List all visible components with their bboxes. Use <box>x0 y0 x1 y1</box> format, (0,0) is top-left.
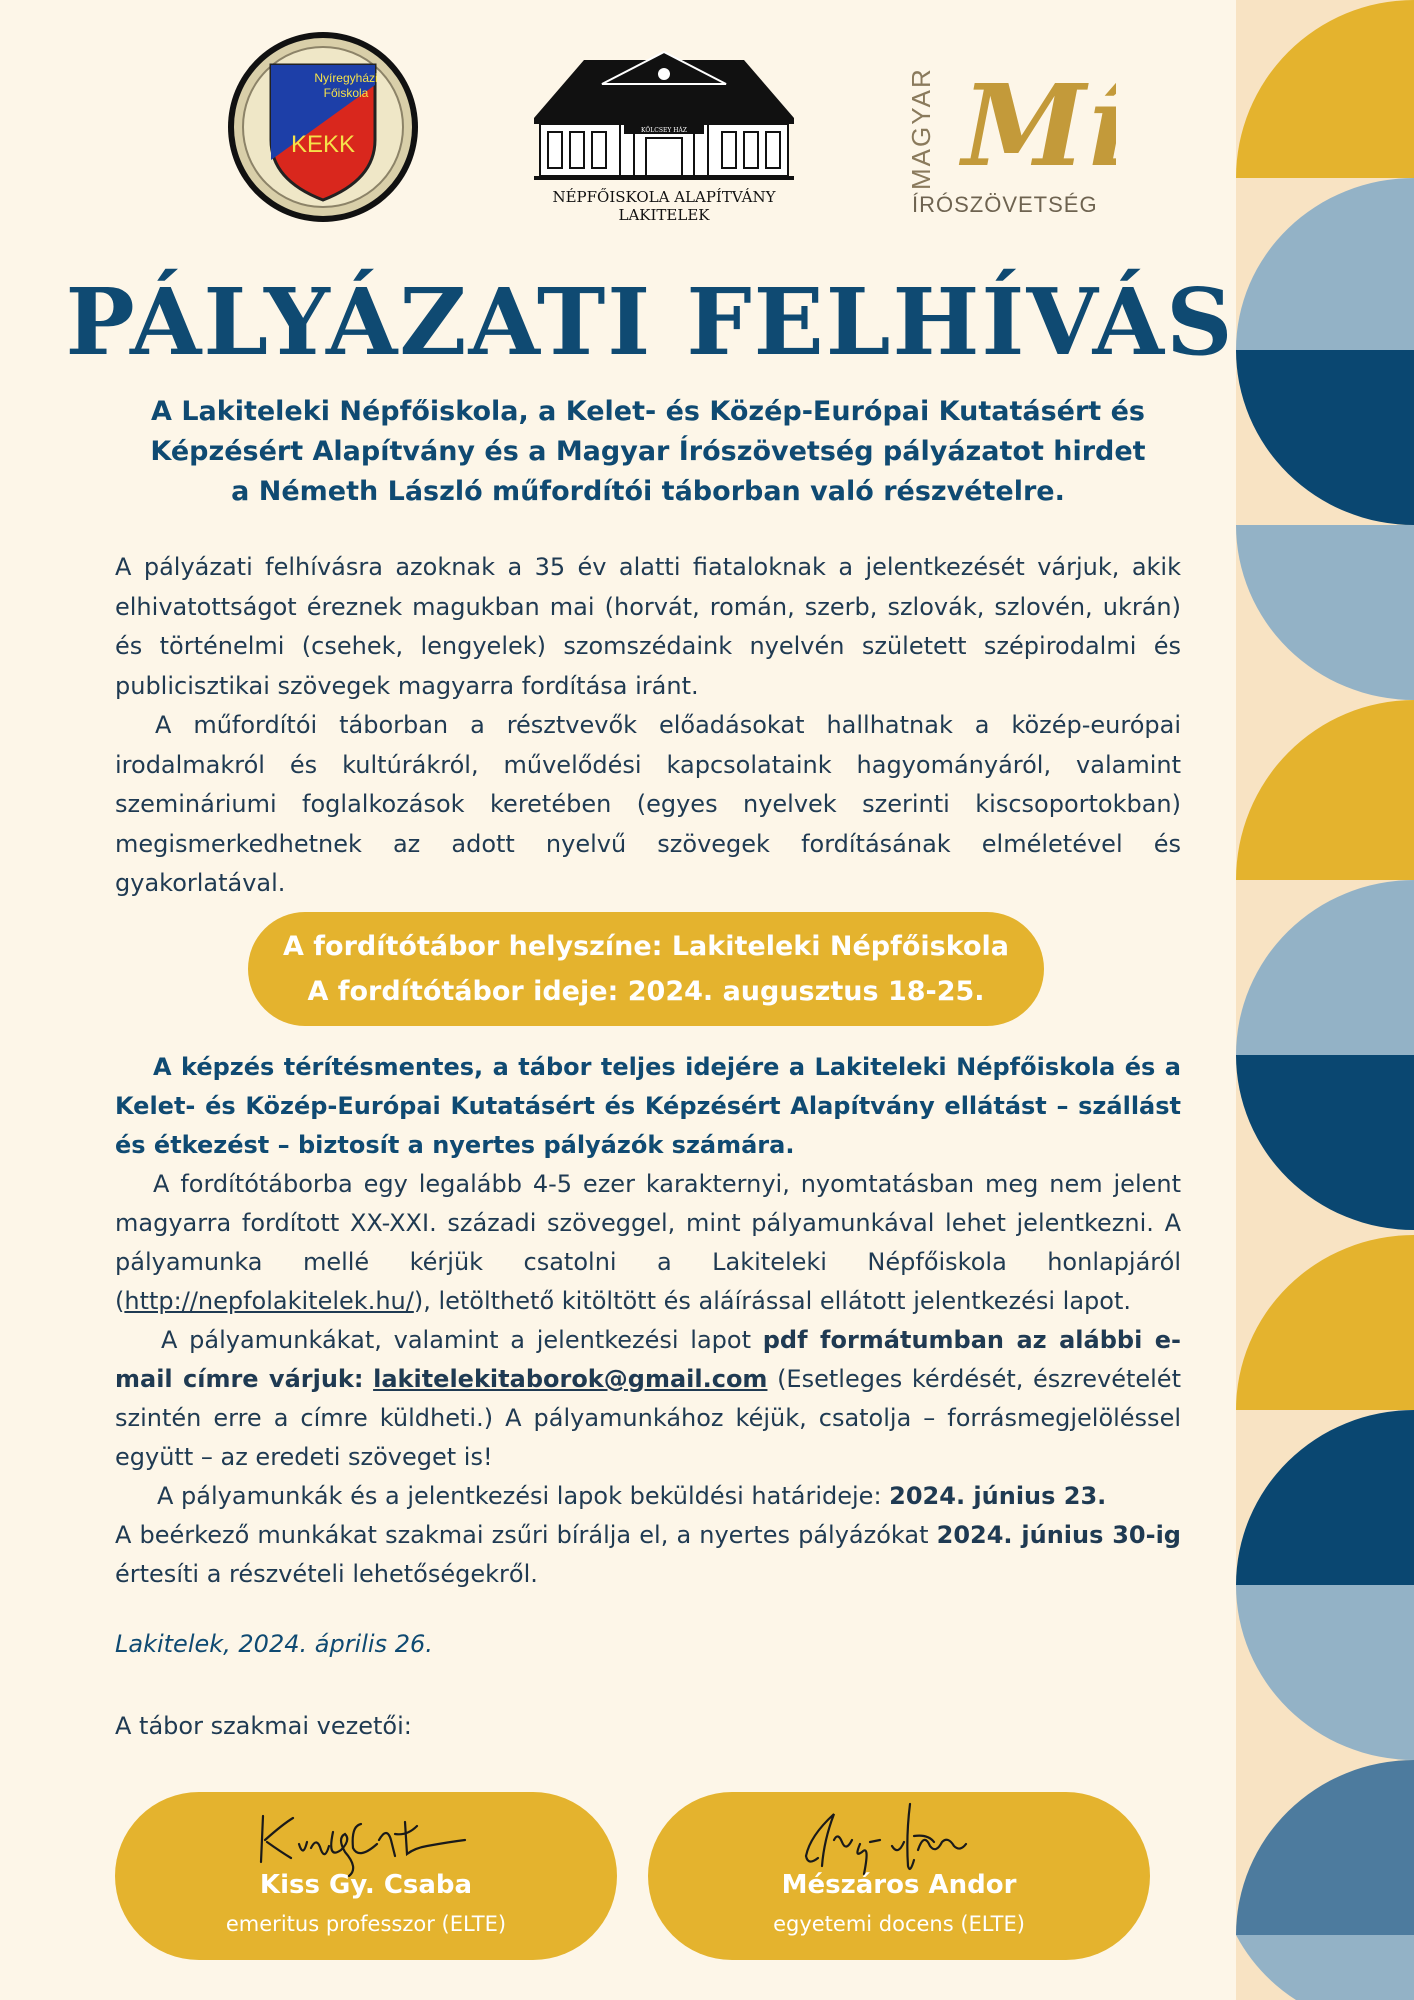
signer-role: emeritus professzor (ELTE) <box>225 1912 507 1936</box>
issue-date: Lakitelek, 2024. április 26. <box>115 1630 433 1658</box>
svg-text:Mí: Mí <box>962 61 1116 192</box>
svg-text:Főiskola: Főiskola <box>323 86 369 100</box>
application-text-end: ), letölthető kitöltött és aláírással ellátott jelentkezési lapot. <box>413 1287 1132 1315</box>
application-text: A fordítótáborba egy legalább 4-5 ezer karakternyi, nyomtatásban meg nem jelent magyarra fordított XX-XXI. századi szöveggel, mint pályamunkával lehet jelentkezni. A pályamunka mellé kérjük csatolni a Lakiteleki Népfőiskola honlapjáról ( <box>115 1170 1181 1315</box>
signer-name: Mészáros Andor <box>781 1870 1017 1900</box>
paragraph-deadline <box>115 1477 1181 1516</box>
paragraph-eligibility: A pályázati felhívásra azoknak a 35 év alatti fiataloknak a jelentkezését várjuk, akik elhivatottságot éreznek magukban mai (horvát, román, szerb, szlovák, szlovén, ukrán) és történelmi (csehek, lengyelek) szomszédaink nyelvén született szépirodalmi és publicisztikai szövegek magyarra fordítása iránt. <box>115 553 1181 700</box>
submission-text-end: (Esetleges kérdését, észrevételét szintén erre a címre küldheti.) A pályamunkához kéjük, csatolja – forrásmegjelöléssel együtt – az eredeti szöveget is! <box>115 1365 1181 1471</box>
intro-line: A Lakiteleki Népfőiskola, a Kelet- és Közép-Európai Kutatásért és <box>151 396 1145 427</box>
paragraph-results <box>115 1516 1181 1594</box>
submission-text: A pályamunkákat, valamint a jelentkezési lapot <box>161 1326 763 1354</box>
kekk-logo <box>226 30 420 224</box>
results-date: 2024. június 30-ig <box>936 1521 1181 1549</box>
email-link[interactable]: lakitelekitaborok@gmail.com <box>373 1365 768 1393</box>
venue-dates-highlight <box>248 912 1044 1026</box>
page-title: PÁLYÁZATI FELHÍVÁS <box>65 268 1235 376</box>
svg-text:KÖLCSEY HÁZ: KÖLCSEY HÁZ <box>641 127 687 134</box>
deadline-date: 2024. június 23. <box>889 1482 1107 1510</box>
leaders-label: A tábor szakmai vezetői: <box>115 1712 412 1740</box>
paragraph-program: A műfordítói táborban a résztvevők előadásokat hallhatnak a közép-európai irodalmakról és kultúrákról, művelődési kapcsolataink hagyományáról, valamint szemináriumi foglalkozások keretében (egyes nyelvek szerinti kiscsoportokban) megismerkedhetnek az adott nyelvű szövegek fordításának elméletével és gyakorlatával. <box>115 711 1181 897</box>
body-text-upper <box>115 548 1181 904</box>
svg-text:NÉPFŐISKOLA ALAPÍTVÁNY: NÉPFŐISKOLA ALAPÍTVÁNY <box>552 188 776 206</box>
paragraph-free-of-charge: A képzés térítésmentes, a tábor teljes idejére a Lakiteleki Népfőiskola és a Kelet- és Közép-Európai Kutatásért és Képzésért Alapítvány ellátást – szállást és étkezést – biztosít a nyertes pályázók számára. <box>115 1053 1181 1159</box>
intro-line: a Németh László műfordítói táborban való részvételre. <box>231 476 1065 507</box>
venue-text: A fordítótábor helyszíne: Lakiteleki Népfőiskola <box>283 931 1009 962</box>
svg-text:Nyíregyházi: Nyíregyházi <box>314 71 378 85</box>
paragraph-submission <box>115 1321 1181 1477</box>
paragraph-application <box>115 1165 1181 1321</box>
signer-role: egyetemi docens (ELTE) <box>773 1912 1025 1936</box>
signer-name: Kiss Gy. Csaba <box>259 1870 473 1900</box>
iroszovetseg-logo <box>906 40 1116 220</box>
svg-text:MAGYAR: MAGYAR <box>906 67 936 190</box>
intro-line: Képzésért Alapítvány és a Magyar Írószövetség pályázatot hirdet <box>150 436 1146 467</box>
results-text: A beérkező munkákat szakmai zsűri bírálja el, a nyertes pályázókat <box>115 1521 937 1549</box>
results-text-end: értesíti a részvételi lehetőségekről. <box>115 1560 538 1588</box>
deadline-text: A pályamunkák és a jelentkezési lapok beküldési határideje: <box>157 1482 890 1510</box>
intro-heading <box>115 392 1181 512</box>
submission-format: pdf formátumban az alábbi e-mail címre várjuk: <box>115 1326 1181 1393</box>
body-text-lower <box>115 1048 1181 1594</box>
dates-text: A fordítótábor ideje: 2024. augusztus 18-25. <box>307 976 985 1007</box>
logo-row <box>0 30 1236 230</box>
svg-text:KEKK: KEKK <box>290 131 356 158</box>
nepfoiskola-logo <box>520 48 808 238</box>
svg-text:ÍRÓSZÖVETSÉG: ÍRÓSZÖVETSÉG <box>912 192 1098 217</box>
signature-image <box>648 1796 1150 1880</box>
signature-card-kiss <box>115 1792 617 1960</box>
signature-image <box>115 1796 617 1880</box>
website-link[interactable]: http://nepfolakitelek.hu/ <box>124 1287 414 1315</box>
svg-text:LAKITELEK: LAKITELEK <box>618 206 710 224</box>
signature-card-meszaros <box>648 1792 1150 1960</box>
